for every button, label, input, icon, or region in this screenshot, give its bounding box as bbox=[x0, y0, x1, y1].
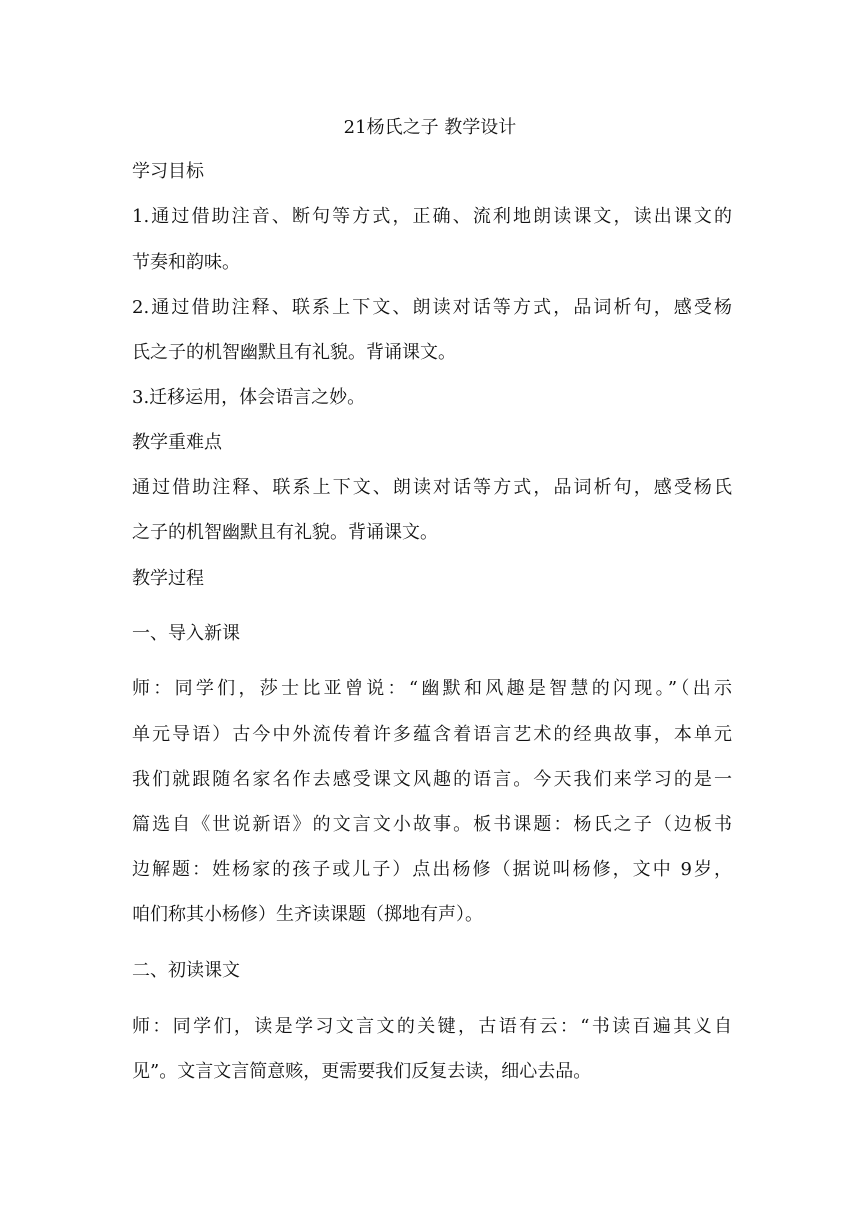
section-1-paragraph-line: 咱们称其小杨修）生齐读课题（掷地有声）。 bbox=[132, 904, 483, 925]
goal-3: 3.迁移运用，体会语言之妙。 bbox=[132, 387, 366, 408]
section-2-paragraph-line: 师：同学们，读是学习文言文的关键，古语有云：“书读百遍其义自 bbox=[132, 1016, 732, 1037]
key-points-heading: 教学重难点 bbox=[132, 432, 222, 453]
goal-2-line-1: 2.通过借助注释、联系上下文、朗读对话等方式，品词析句，感受杨 bbox=[132, 297, 732, 318]
section-2-paragraph-line: 见”。文言文言简意赅，更需要我们反复去读，细心去品。 bbox=[132, 1061, 592, 1082]
key-points-line-1: 通过借助注释、联系上下文、朗读对话等方式，品词析句，感受杨氏 bbox=[132, 477, 732, 498]
goals-heading: 学习目标 bbox=[132, 161, 204, 182]
section-1-paragraph-line: 我们就跟随名家名作去感受课文风趣的语言。今天我们来学习的是一 bbox=[132, 769, 732, 790]
key-points-line-2: 之子的机智幽默且有礼貌。背诵课文。 bbox=[132, 522, 438, 543]
section-1-paragraph-line: 边解题：姓杨家的孩子或儿子）点出杨修（据说叫杨修，文中 9岁， bbox=[132, 859, 732, 880]
goal-2-line-2: 氏之子的机智幽默且有礼貌。背诵课文。 bbox=[132, 342, 456, 363]
section-1-paragraph-line: 单元导语）古今中外流传着许多蕴含着语言艺术的经典故事，本单元 bbox=[132, 724, 732, 745]
section-1-heading: 一、导入新课 bbox=[132, 623, 240, 644]
document-title: 21杨氏之子 教学设计 bbox=[343, 117, 517, 138]
process-heading: 教学过程 bbox=[132, 568, 204, 589]
goal-1-line-2: 节奏和韵味。 bbox=[132, 252, 240, 273]
section-2-heading: 二、初读课文 bbox=[132, 960, 240, 981]
section-1-paragraph-line: 师：同学们，莎士比亚曾说：“幽默和风趣是智慧的闪现。”（出示 bbox=[132, 678, 732, 699]
goal-1-line-1: 1.通过借助注音、断句等方式，正确、流利地朗读课文，读出课文的 bbox=[132, 206, 732, 227]
section-1-paragraph-line: 篇选自《世说新语》的文言文小故事。板书课题：杨氏之子（边板书 bbox=[132, 814, 732, 835]
